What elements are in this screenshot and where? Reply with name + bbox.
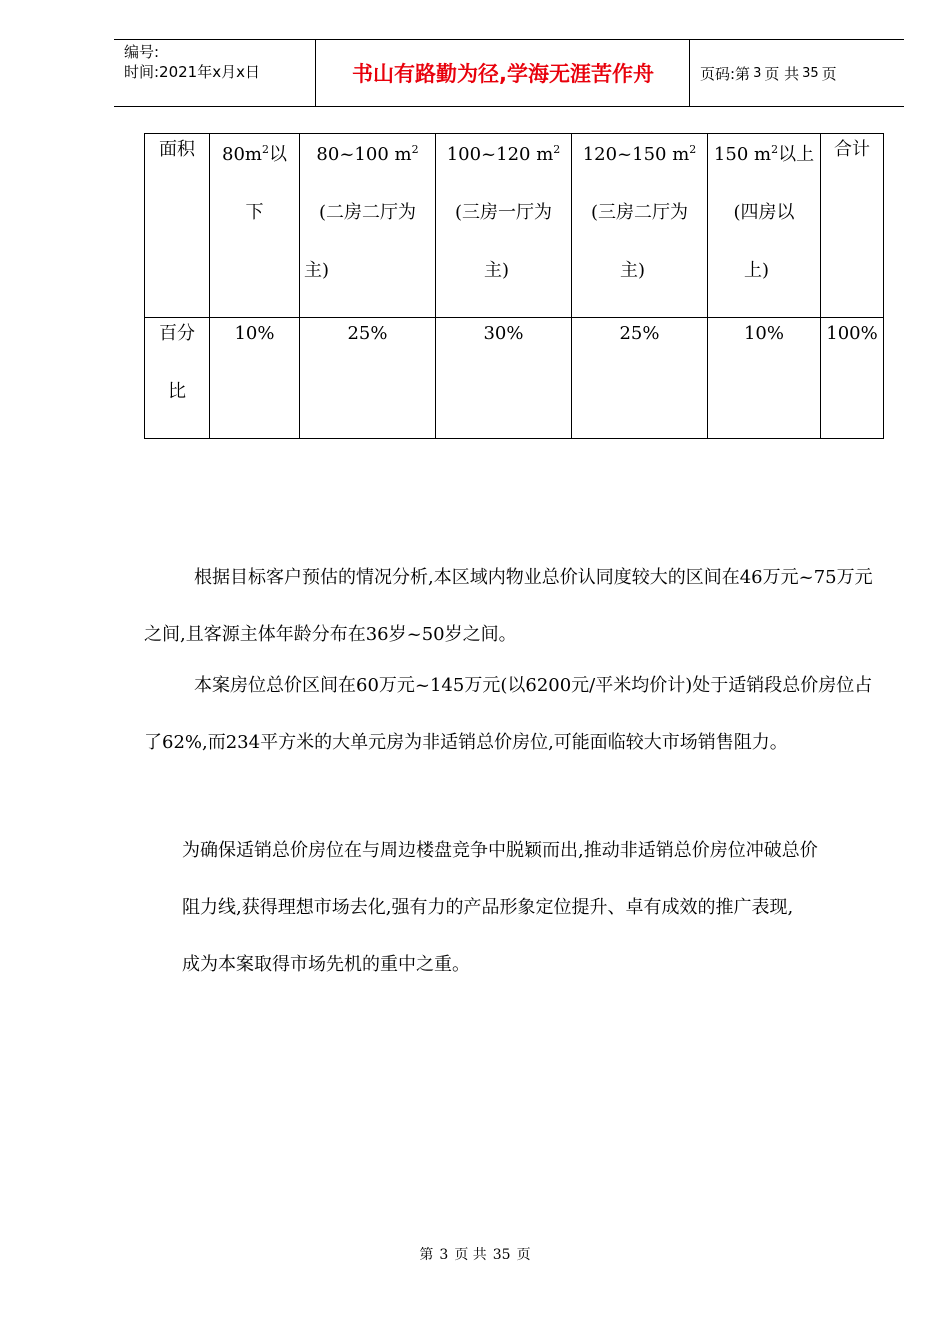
- table-header-cell: 100~120 $m^2$ (三房一厅为 主): [436, 134, 572, 318]
- paragraph-strategy: 为确保适销总价房位在与周边楼盘竞争中脱颖而出,推动非适销总价房位冲破总价 阻力线,获得理想市场去化,强有力的产品形象定位提升、卓有成效的推广表现, 成为本案取得市场先机的重中之重。: [182, 840, 818, 975]
- table-row: [145, 134, 884, 318]
- table-cell: 25%: [572, 318, 708, 439]
- table-cell: 10%: [708, 318, 821, 439]
- number-label: 编号:: [124, 43, 160, 61]
- table-header-cell: 合计: [821, 134, 884, 318]
- table-cell: 10%: [210, 318, 300, 439]
- header-page-total: 35: [802, 65, 819, 81]
- table-header-cell: 面积: [145, 134, 210, 318]
- table-cell: 百分 比: [145, 318, 210, 439]
- header-page-current: 3: [753, 65, 762, 81]
- table-header-cell: 120~150 $m^2$ (三房二厅为 主): [572, 134, 708, 318]
- header-page-info: 页码:第 3 页 共 35 页: [700, 64, 837, 83]
- paragraph-price-range: 本案房位总价区间在60万元~145万元(以6200元/平米均价计)处于适销段总价房位占了62%,而234平方米的大单元房为非适销总价房位,可能面临较大市场销售阻力。: [144, 675, 873, 753]
- table-cell: 25%: [300, 318, 436, 439]
- table-cell: 30%: [436, 318, 572, 439]
- footer-page-current: 3: [439, 1247, 449, 1263]
- area-distribution-table: [144, 133, 884, 439]
- table-header-cell: 150 $m^2$以上 (四房以 上): [708, 134, 821, 318]
- header-motto: 书山有路勤为径,学海无涯苦作舟: [352, 62, 654, 86]
- paragraph-target-customers: 根据目标客户预估的情况分析,本区域内物业总价认同度较大的区间在46万元~75万元之间,且客源主体年龄分布在36岁~50岁之间。: [144, 567, 873, 645]
- footer-page-total: 35: [492, 1247, 511, 1263]
- table-cell: 100%: [821, 318, 884, 439]
- time-label: 时间:2021年x月x日: [124, 63, 260, 81]
- table-header-cell: 80~100 $m^2$ (二房二厅为 主): [300, 134, 436, 318]
- page-header: [114, 39, 904, 107]
- table-row: [145, 318, 884, 439]
- table-header-cell: $80m^2$以 下: [210, 134, 300, 318]
- page-footer: 第 3 页 共 35 页: [419, 1247, 531, 1263]
- header-meta: [124, 42, 260, 82]
